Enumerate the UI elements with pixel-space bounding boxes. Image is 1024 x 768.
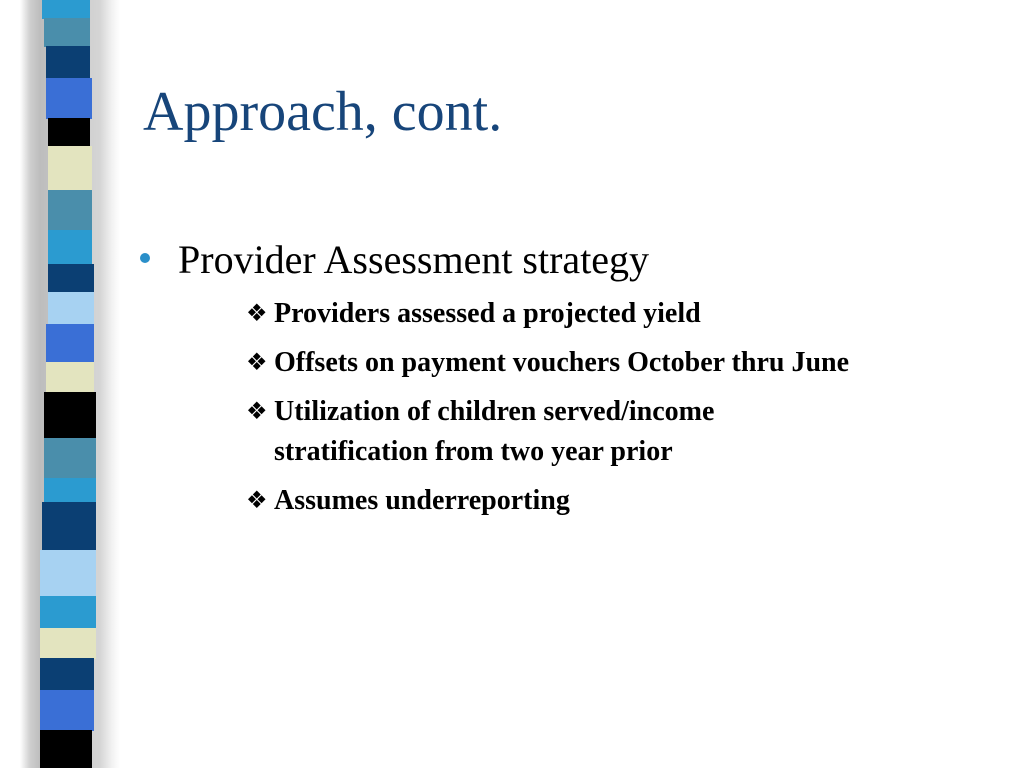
stripe-block	[44, 478, 96, 503]
decorative-stripe-band	[40, 0, 96, 768]
stripe-block	[40, 760, 92, 768]
stripe-block	[42, 0, 90, 19]
stripe-block	[44, 392, 96, 439]
stripe-block	[40, 628, 96, 659]
stripe-block	[46, 46, 90, 79]
diamond-bullet-icon: ❖	[246, 301, 268, 327]
stripe-block	[48, 264, 94, 293]
sub-bullet-list	[246, 294, 986, 530]
stripe-block	[42, 502, 96, 551]
stripe-block	[48, 190, 92, 231]
sub-bullet-item	[246, 481, 986, 521]
main-bullet	[140, 236, 649, 283]
diamond-bullet-icon: ❖	[246, 350, 268, 376]
bullet-dot-icon	[140, 253, 150, 263]
sub-bullet-item	[246, 392, 826, 472]
stripe-block	[40, 730, 92, 761]
stripe-pattern-graphic	[40, 0, 96, 768]
stripe-block	[44, 438, 96, 479]
diamond-bullet-icon: ❖	[246, 488, 268, 514]
stripe-block	[48, 230, 92, 265]
stripe-block	[46, 362, 94, 393]
sub-bullet-text: Assumes underreporting	[274, 485, 570, 516]
sub-bullet-item	[246, 343, 986, 383]
stripe-block	[40, 596, 96, 629]
stripe-block	[48, 292, 94, 325]
stripe-block	[40, 658, 94, 691]
stripe-block	[40, 690, 94, 731]
diamond-bullet-icon: ❖	[246, 399, 268, 425]
slide-title: Approach, cont.	[143, 81, 503, 143]
sub-bullet-text: Providers assessed a projected yield	[274, 298, 701, 329]
stripe-block	[48, 146, 92, 191]
stripe-block	[48, 118, 90, 147]
main-bullet-text: Provider Assessment strategy	[178, 237, 650, 282]
sub-bullet-text: Utilization of children served/income stratification from two year prior	[274, 396, 715, 467]
sub-bullet-text: Offsets on payment vouchers October thru June	[274, 347, 850, 378]
stripe-block	[44, 18, 90, 47]
stripe-block	[46, 78, 92, 119]
sub-bullet-item	[246, 294, 986, 334]
stripe-block	[40, 550, 96, 597]
stripe-block	[46, 324, 94, 363]
